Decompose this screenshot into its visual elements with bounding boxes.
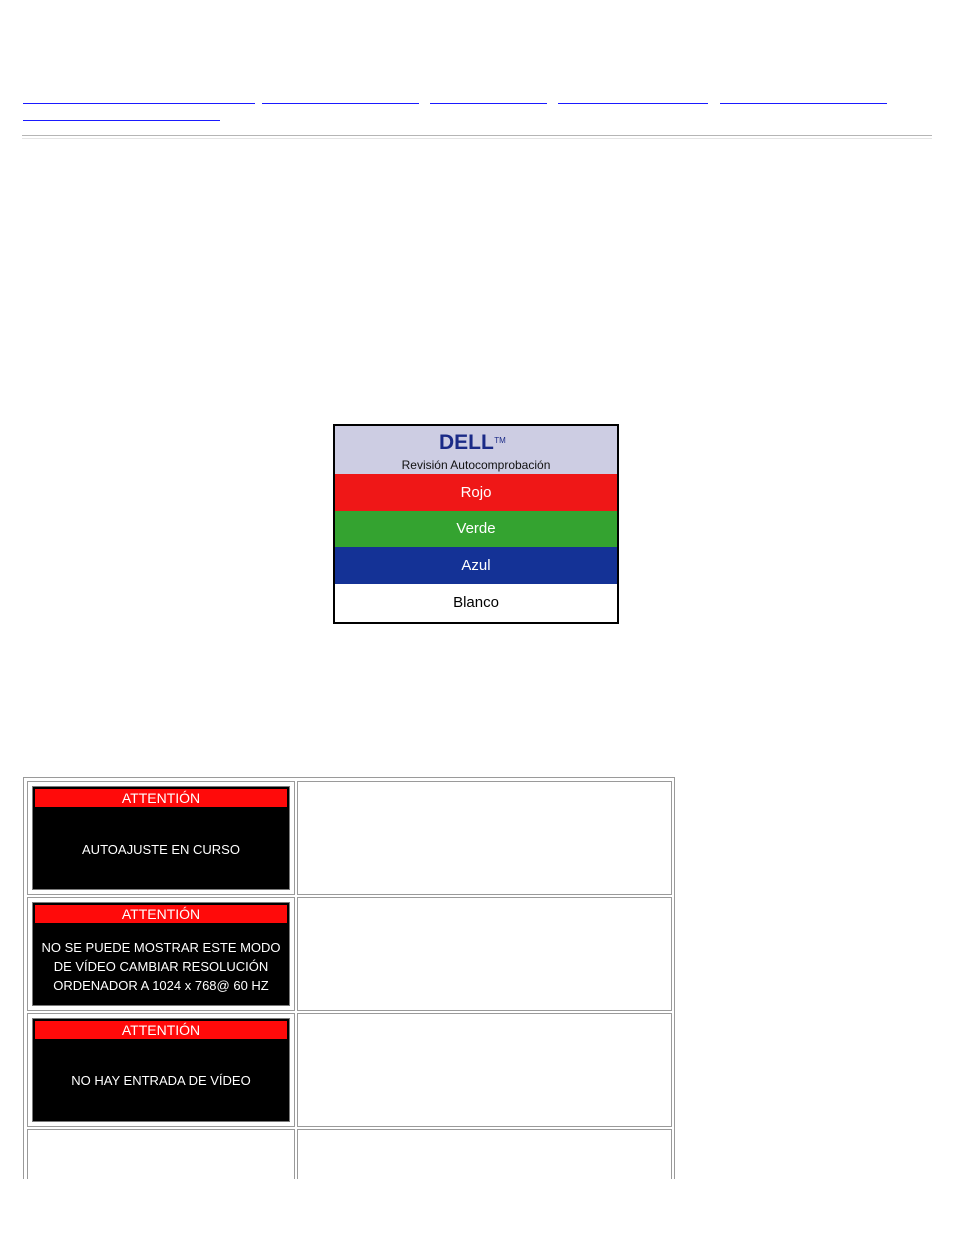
self-test-header bbox=[335, 426, 617, 474]
band-blue: Azul bbox=[335, 547, 617, 584]
osd-body: NO SE PUEDE MOSTRAR ESTE MODO DE VÍDEO CAMBIAR RESOLUCIÓN ORDENADOR A 1024 x 768@ 60 HZ bbox=[41, 940, 281, 993]
table-row-3-description-cell bbox=[297, 1013, 672, 1127]
nav-link-6[interactable] bbox=[23, 110, 220, 121]
osd-header: ATTENTIÓN bbox=[35, 789, 287, 807]
osd-body: AUTOAJUSTE EN CURSO bbox=[82, 842, 240, 857]
trademark-mark: TM bbox=[494, 436, 506, 445]
self-test-figure bbox=[333, 424, 619, 624]
nav-link-3[interactable] bbox=[430, 93, 547, 104]
horizontal-divider bbox=[22, 135, 932, 139]
table-row-3-image-cell bbox=[27, 1013, 295, 1127]
osd-header: ATTENTIÓN bbox=[35, 1021, 287, 1039]
nav-link-2[interactable] bbox=[262, 93, 419, 104]
table-row-1-description-cell bbox=[297, 781, 672, 895]
band-red: Rojo bbox=[335, 474, 617, 511]
nav-link-5[interactable] bbox=[720, 93, 887, 104]
table-row-2-image-cell bbox=[27, 897, 295, 1011]
messages-table bbox=[23, 777, 675, 1179]
table-row-4-description-cell bbox=[297, 1129, 672, 1179]
osd-message-unsupported-mode bbox=[32, 902, 290, 1006]
table-row-1-image-cell bbox=[27, 781, 295, 895]
table-row-2-description-cell bbox=[297, 897, 672, 1011]
osd-message-autoadjust bbox=[32, 786, 290, 890]
dell-logo-text: DELL bbox=[439, 431, 494, 454]
osd-header: ATTENTIÓN bbox=[35, 905, 287, 923]
nav-link-4[interactable] bbox=[558, 93, 708, 104]
band-white: Blanco bbox=[335, 584, 617, 622]
self-test-title: Revisión Autocomprobación bbox=[401, 458, 551, 472]
dell-logo bbox=[439, 431, 506, 454]
band-green: Verde bbox=[335, 511, 617, 547]
table-row-4-image-cell bbox=[27, 1129, 295, 1179]
osd-message-no-video bbox=[32, 1018, 290, 1122]
nav-link-1[interactable] bbox=[23, 93, 255, 104]
osd-body: NO HAY ENTRADA DE VÍDEO bbox=[71, 1073, 251, 1088]
